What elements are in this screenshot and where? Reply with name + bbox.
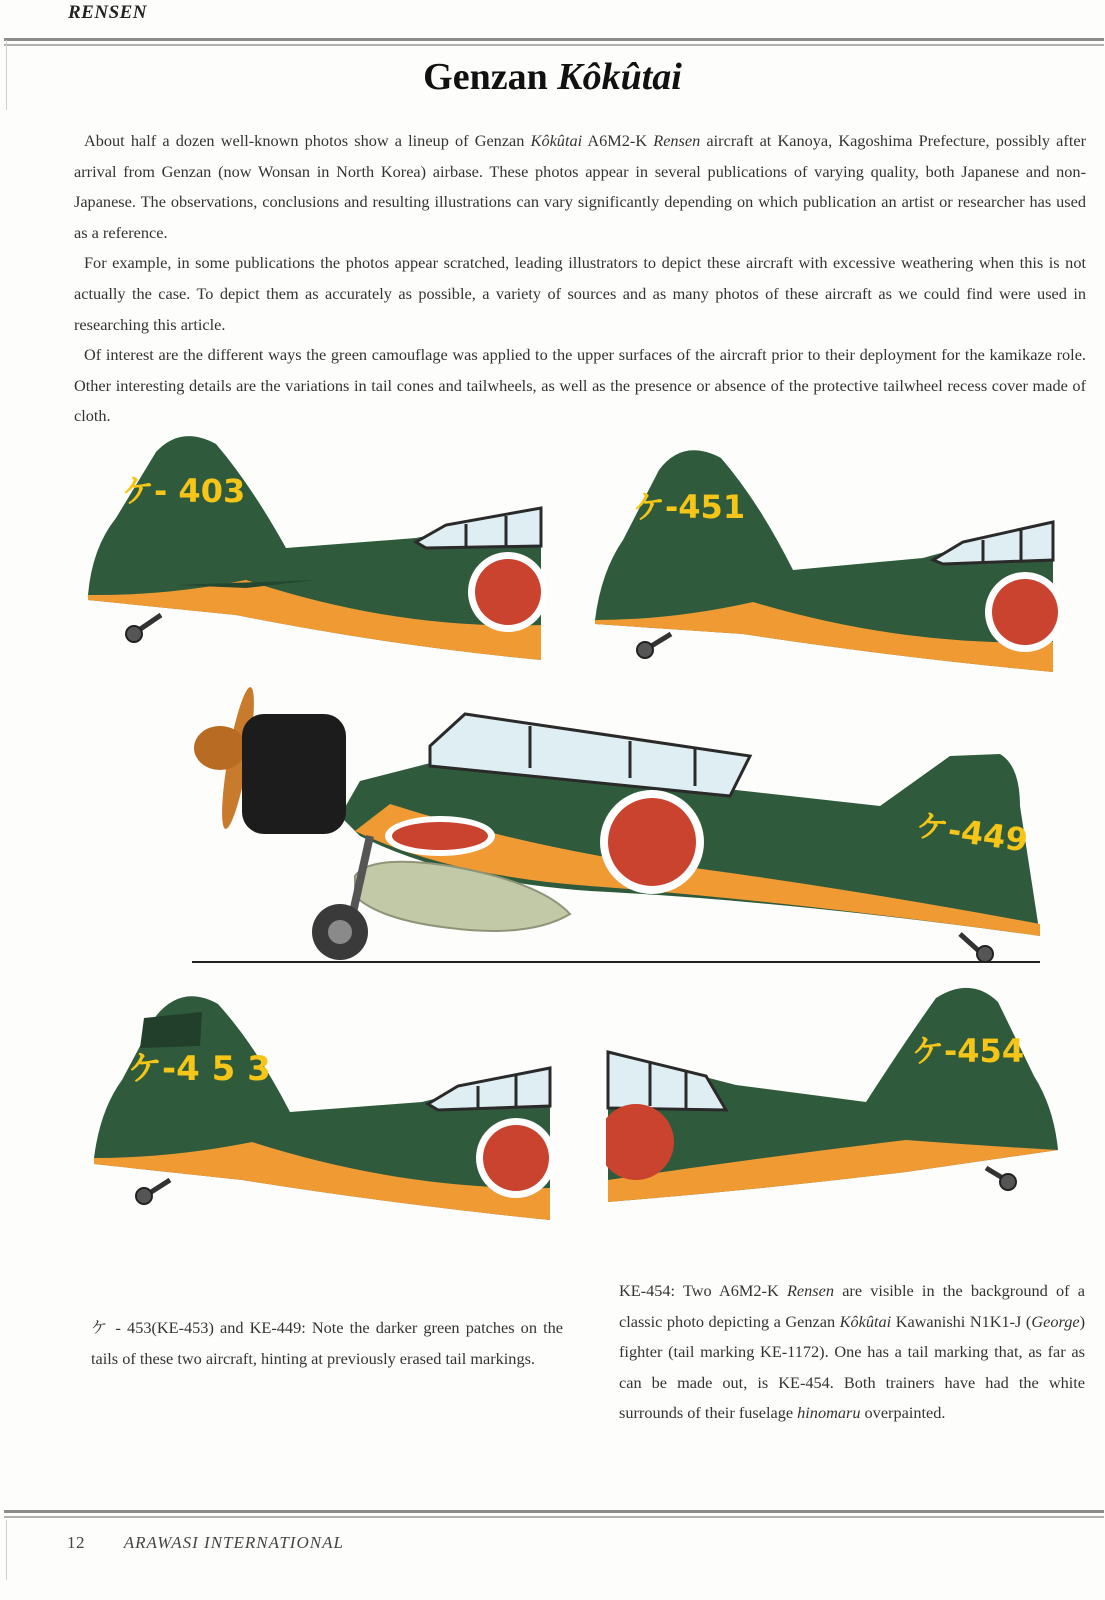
tail-code-ke-449: ケ-449: [913, 806, 1031, 860]
bottom-rule: [4, 1510, 1104, 1518]
article-body: [74, 126, 1086, 432]
caption-ke-454: KE-454: Two A6M2-K Rensen are visible in the background of a classic photo depicting a Genzan Kôkûtai Kawanishi N1K1-J (George) fighter (tail marking KE-1172). One has a tail marking that, as far as can be made out, is KE-454. Both trainers have had the white surrounds of their fuselage hinomaru overpainted.: [619, 1281, 1086, 1423]
tail-code-ke-451: ケ-451: [633, 488, 746, 526]
paragraph-2: For example, in some publications the photos appear scratched, leading illustrators to depict these aircraft with excessive weathering when this is not actually the case. To depict them as accurately as possible, a variety of sources and as many photos of these aircraft as we could find were used in researching this article.: [74, 253, 1086, 334]
profile-ke-453: [92, 990, 556, 1222]
paragraph-1: About half a dozen well-known photos show a lineup of Genzan Kôkûtai A6M2-K Rensen aircraft at Kanoya, Kagoshima Prefecture, possibly after arrival from Genzan (now Wonsan in North Korea) airbase. These photos appear in several publications of varying quality, both Japanese and non-Japanese. The observations, conclusions and resulting illustrations can vary significantly depending on which publication an artist or researcher has used as a reference.: [74, 131, 1086, 242]
caption-ke-453-ke-449: ケ - 453(KE-453) and KE-449: Note the darker green patches on the tails of these two aircraft, hinting at previously erased tail markings.: [91, 1318, 563, 1368]
publication-name: ARAWASI INTERNATIONAL: [123, 1533, 344, 1552]
tail-code-ke-454: ケ-454: [912, 1032, 1025, 1070]
title-italic: Kôkûtai: [557, 56, 682, 98]
tail-code-ke-453: ケ-4 5 3: [128, 1049, 271, 1089]
running-head: RENSEN: [68, 2, 148, 23]
profile-ke-403: [86, 430, 546, 662]
title-plain: Genzan: [423, 56, 548, 98]
page-number: 12: [67, 1533, 85, 1552]
tail-code-ke-403: ケ- 403: [122, 472, 246, 510]
profile-ke-449: [190, 686, 1050, 968]
top-rule: [4, 38, 1104, 46]
page-footer: [67, 1533, 344, 1553]
paragraph-3: Of interest are the different ways the green camouflage was applied to the upper surfaces of the aircraft prior to their deployment for the kamikaze role. Other interesting details are the variations in tail cones and tailwheels, as well as the presence or absence of the protective tailwheel recess cover made of cloth.: [74, 345, 1086, 426]
profile-ke-454: [606, 980, 1062, 1206]
profile-ke-451: [593, 442, 1058, 674]
margin-line-bottom: [6, 1520, 7, 1580]
article-title: [0, 55, 1105, 99]
